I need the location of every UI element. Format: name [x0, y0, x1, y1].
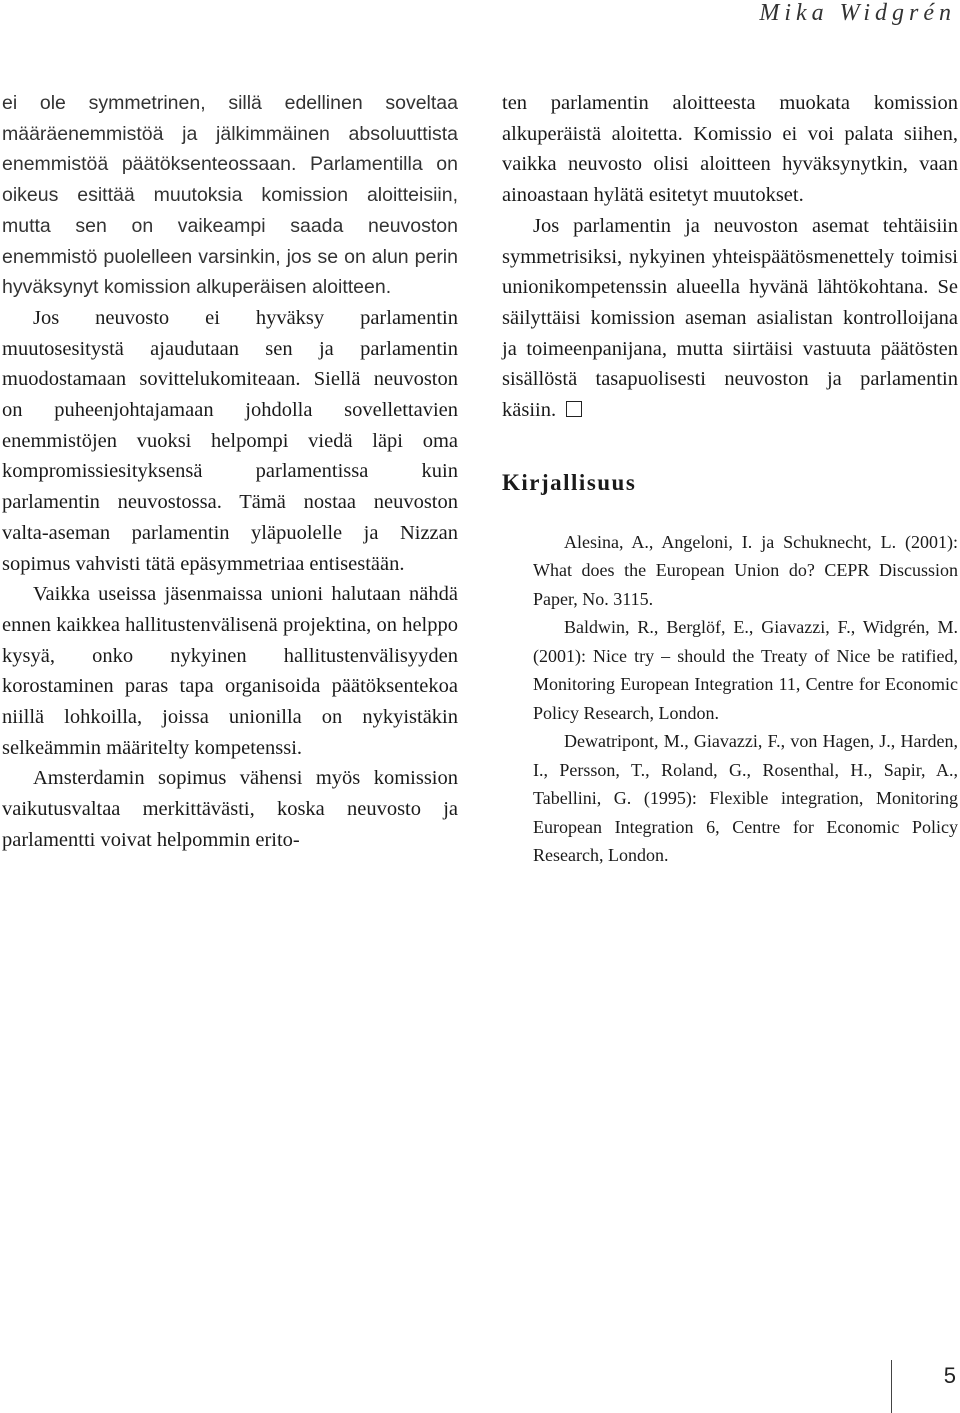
- paragraph: Amsterdamin sopimus vähensi myös komission vaikutusvaltaa merkittävästi, koska neuvosto ja parlamentti voivat helpommin erito-: [2, 767, 458, 851]
- reference-item: Alesina, A., Angeloni, I. ja Schuknecht, L. (2001): What does the European Union do? CEPR Discussion Paper, No. 3115.: [533, 531, 958, 609]
- folio-divider: [891, 1360, 892, 1413]
- paragraph: ei ole symmetrinen, sillä edellinen soveltaa määräenemmistöä ja jälkimmäinen absoluuttista enemmistöä päätöksenteossaan. Parlamentilla on oikeus esittää muutoksia komission aloitteisiin, mutta sen on vaikeampi saada neuvoston enemmistö puolelleen varsinkin, jos se on alun perin hyväksynyt komission alkuperäisen aloitteen.: [2, 92, 458, 299]
- paragraph-text: Jos parlamentin ja neuvoston asemat tehtäisiin symmetrisiksi, nykyinen yhteispäätösmenettely toimisi unionikompetenssin alueella hyvänä lähtökohtana. Se säilyttäisi komission aseman asialistan kontrolloijana ja toimeenpanijana, mutta siirtäisi vastuuta päätösten sisällöstä tasapuolisesti neuvoston ja parlamentin käsiin.: [502, 214, 958, 422]
- paragraph: Vaikka useissa jäsenmaissa unioni halutaan nähdä ennen kaikkea hallitustenvälisenä projektina, on helppo kysyä, onko nykyinen hallitustenvälisyyden korostaminen paras tapa organisoida päätöksentekoa niillä lohkoilla, joissa unionilla on nykyistäkin selkeämmin määritelty kompetenssi.: [2, 583, 458, 759]
- page-number: 5: [943, 1363, 956, 1388]
- paragraph: [502, 211, 958, 426]
- paragraph: ten parlamentin aloitteesta muokata komission alkuperäistä aloitetta. Komissio ei voi palata siihen, vaikka neuvosto olisi aloitteen hyväksynytkin, vaan ainoastaan hylätä esitetyt muutokset.: [502, 92, 958, 207]
- right-column: [502, 88, 958, 870]
- reference-item: Dewatripont, M., Giavazzi, F., von Hagen, J., Harden, I., Persson, T., Roland, G., Rosenthal, H., Sapir, A., Tabellini, G. (1995): Flexible integration, Monitoring European Integration 6, Centre for Economic Policy Research, London.: [533, 731, 958, 866]
- running-head: Mika Widgrén: [759, 0, 956, 26]
- references-list: [502, 528, 958, 870]
- left-column: [2, 88, 458, 856]
- end-of-article-box-icon: [566, 401, 582, 417]
- references-heading: Kirjallisuus: [502, 469, 637, 495]
- reference-item: Baldwin, R., Berglöf, E., Giavazzi, F., Widgrén, M. (2001): Nice try – should the Treaty of Nice be ratified, Monitoring European Integration 11, Centre for Economic Policy Research, London.: [533, 617, 958, 723]
- paragraph: Jos neuvosto ei hyväksy parlamentin muutosesitystä ajaudutaan sen ja parlamentin muodostamaan sovittelukomiteaan. Siellä neuvoston on puheenjohtajamaan johdolla sovellettavien enemmistöjen vuoksi helpompi viedä läpi oma kompromissiesityksensä parlamentissa kuin parlamentin neuvostossa. Tämä nostaa neuvoston valta-aseman parlamentin yläpuolelle ja Nizzan sopimus vahvisti tätä epäsymmetriaa entisestään.: [2, 306, 458, 575]
